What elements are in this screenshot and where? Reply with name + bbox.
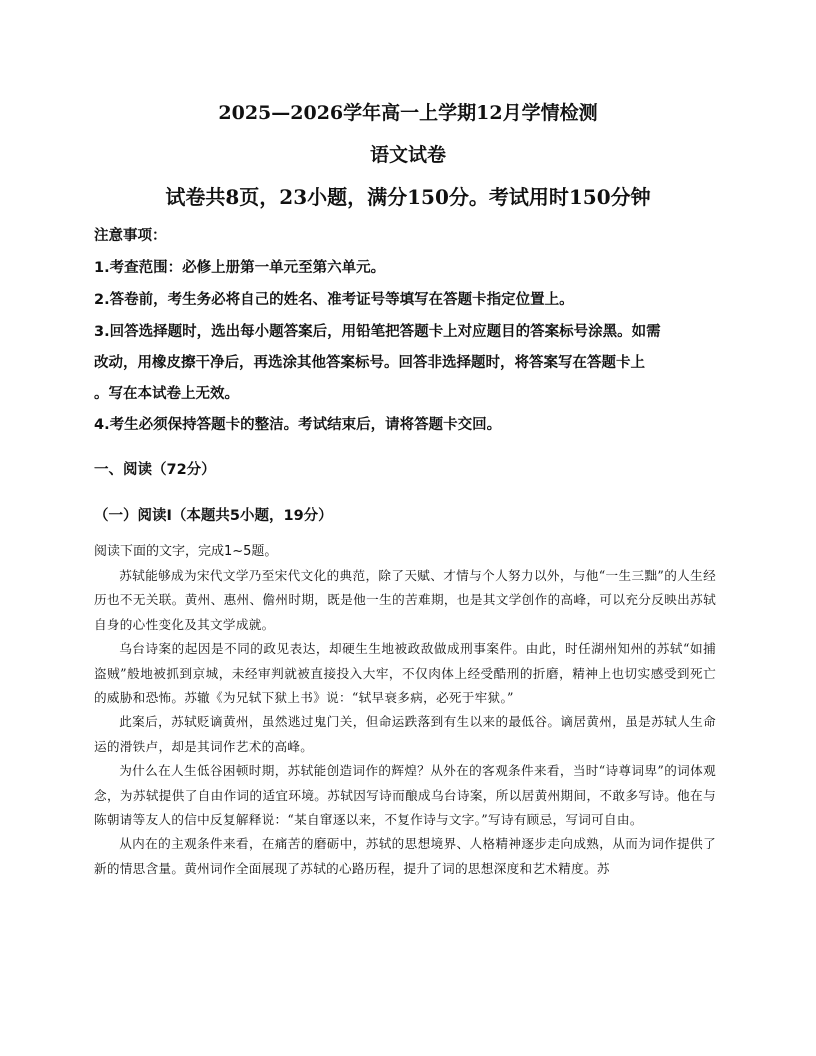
exam-info: 试卷共8页，23小题，满分150分。考试用时150分钟	[165, 185, 651, 209]
passage-paragraph-1: 苏轼能够成为宋代文学乃至宋代文化的典范，除了天赋、才情与个人努力以外，与他“一生三黜”的人生经历也不无关联。黄州、惠州、儋州时期，既是他一生的苦难期，也是其文学创作的高峰，可以充分反映出苏轼自身的心性变化及其文学成就。	[94, 568, 716, 632]
notice-item-2: 2.答卷前，考生务必将自己的姓名、准考证号等填写在答题卡指定位置上。	[94, 292, 574, 308]
notice-item-4: 4.考生必须保持答题卡的整洁。考试结束后，请将答题卡交回。	[94, 417, 502, 433]
exam-subject: 语文试卷	[369, 144, 446, 166]
notice-item-1: 1.考查范围：必修上册第一单元至第六单元。	[94, 260, 386, 276]
passage-paragraph-5: 从内在的主观条件来看，在痛苦的磨砺中，苏轼的思想境界、人格精神逐步走向成熟，从而为词作提供了新的情思含量。黄州词作全面展现了苏轼的心路历程，提升了词的思想深度和艺术精度。苏	[94, 836, 716, 876]
reading-instruction: 阅读下面的文字，完成1~5题。	[94, 544, 278, 559]
exam-title: 2025—2026学年高一上学期12月学情检测	[218, 102, 598, 124]
notice-heading: 注意事项：	[94, 228, 167, 244]
passage-paragraph-3: 此案后，苏轼贬谪黄州，虽然逃过鬼门关，但命运跌落到有生以来的最低谷。谪居黄州，虽是苏轼人生命运的滑铁卢，却是其词作艺术的高峰。	[94, 714, 716, 754]
reading-passage	[94, 564, 716, 881]
section-heading: 一、阅读（72分）	[94, 462, 216, 478]
passage-paragraph-4: 为什么在人生低谷困顿时期，苏轼能创造词作的辉煌？从外在的客观条件来看，当时“诗尊词卑”的词体观念，为苏轼提供了自由作词的适宜环境。苏轼因写诗而酿成乌台诗案，所以居黄州期间，不敢多写诗。他在与陈朝请等友人的信中反复解释说：“某自窜逐以来，不复作诗与文字。”写诗有顾忌，写词可自由。	[94, 763, 716, 828]
notice-item-3-line-1: 3.回答选择题时，选出每小题答案后，用铅笔把答题卡上对应题目的答案标号涂黑。如需	[94, 324, 661, 340]
subsection-heading: （一）阅读Ⅰ（本题共5小题，19分）	[94, 508, 333, 524]
notice-item-3-line-3: 。写在本试卷上无效。	[94, 386, 239, 402]
passage-paragraph-2: 乌台诗案的起因是不同的政见表达，却硬生生地被政敌做成刑事案件。由此，时任湖州知州的苏轼“如捕盗贼”般地被抓到京城，未经审判就被直接投入大牢，不仅肉体上经受酷刑的折磨，精神上也切实感受到死亡的威胁和恐怖。苏辙《为兄轼下狱上书》说：“轼早衰多病，必死于牢狱。”	[94, 641, 716, 706]
notice-item-3-line-2: 改动，用橡皮擦干净后，再选涂其他答案标号。回答非选择题时，将答案写在答题卡上	[94, 355, 645, 371]
